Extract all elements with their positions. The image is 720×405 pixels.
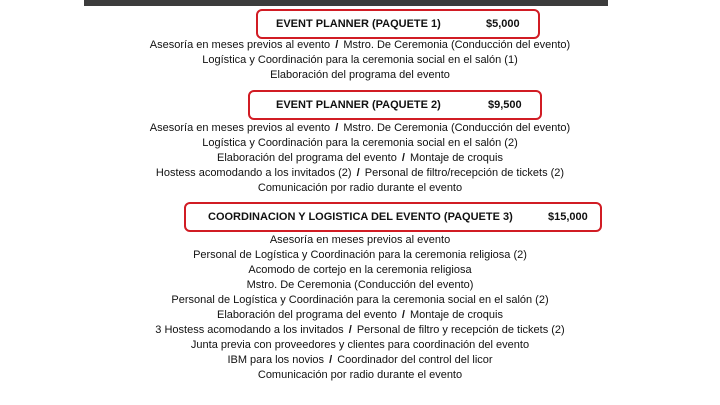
package-3-line (0, 278, 720, 293)
top-bar (84, 0, 608, 6)
package-3-line (0, 353, 720, 368)
line-text: Elaboración del programa del evento (270, 69, 450, 81)
separator: / (335, 122, 339, 134)
line-text: Comunicación por radio durante el evento (257, 182, 463, 194)
package-2-line (0, 166, 720, 181)
package-2-name: EVENT PLANNER (PAQUETE 2) (276, 99, 441, 111)
separator: / (335, 39, 339, 51)
package-3-header (184, 202, 602, 232)
separator: / (401, 309, 405, 321)
package-1-lines (0, 38, 720, 83)
package-2-line (0, 136, 720, 151)
package-3-line (0, 338, 720, 353)
line-text: Personal de filtro/recepción de tickets (2) (364, 167, 565, 179)
package-3-line (0, 308, 720, 323)
line-text: Hostess acomodando a los invitados (2) (155, 167, 352, 179)
line-text: Asesoría en meses previos al evento (149, 39, 331, 51)
package-1-header (256, 9, 540, 39)
line-text: Junta previa con proveedores y clientes para coordinación del evento (190, 339, 530, 351)
line-text: Elaboración del programa del evento (217, 152, 397, 164)
package-1-price: $5,000 (486, 18, 520, 30)
package-1-line (0, 53, 720, 68)
line-text: Montaje de croquis (410, 309, 503, 321)
package-2-line (0, 121, 720, 136)
separator: / (401, 152, 405, 164)
package-3-line (0, 263, 720, 278)
package-2-header (248, 90, 542, 120)
line-text: Asesoría en meses previos al evento (149, 122, 331, 134)
line-text: Logística y Coordinación para la ceremonia social en el salón (2) (202, 137, 518, 149)
package-3-line (0, 293, 720, 308)
line-text: Asesoría en meses previos al evento (269, 234, 451, 246)
line-text: 3 Hostess acomodando a los invitados (155, 324, 344, 336)
package-1-line (0, 68, 720, 83)
line-text: Coordinador del control del licor (337, 354, 493, 366)
line-text: Mstro. De Ceremonia (Conducción del evento) (343, 39, 571, 51)
line-text: IBM para los novios (227, 354, 325, 366)
line-text: Mstro. De Ceremonia (Conducción del evento) (246, 279, 474, 291)
line-text: Mstro. De Ceremonia (Conducción del evento) (343, 122, 571, 134)
separator: / (356, 167, 360, 179)
line-text: Personal de Logística y Coordinación para la ceremonia religiosa (2) (193, 249, 527, 261)
line-text: Logística y Coordinación para la ceremonia social en el salón (1) (202, 54, 518, 66)
package-2-lines (0, 121, 720, 196)
line-text: Comunicación por radio durante el evento (257, 369, 463, 381)
package-3-price: $15,000 (548, 211, 588, 223)
package-1-line (0, 38, 720, 53)
line-text: Personal de Logística y Coordinación para la ceremonia social en el salón (2) (171, 294, 549, 306)
package-2-price: $9,500 (488, 99, 522, 111)
package-3-line (0, 233, 720, 248)
line-text: Montaje de croquis (410, 152, 503, 164)
package-3-lines (0, 233, 720, 383)
package-3-line (0, 323, 720, 338)
package-3-name: COORDINACION Y LOGISTICA DEL EVENTO (PAQUETE 3) (208, 211, 513, 223)
line-text: Elaboración del programa del evento (217, 309, 397, 321)
package-1-name: EVENT PLANNER (PAQUETE 1) (276, 18, 441, 30)
separator: / (348, 324, 352, 336)
package-3-line (0, 368, 720, 383)
package-2-line (0, 181, 720, 196)
line-text: Acomodo de cortejo en la ceremonia religiosa (248, 264, 472, 276)
package-3-line (0, 248, 720, 263)
package-2-line (0, 151, 720, 166)
separator: / (329, 354, 333, 366)
line-text: Personal de filtro y recepción de tickets (2) (356, 324, 565, 336)
